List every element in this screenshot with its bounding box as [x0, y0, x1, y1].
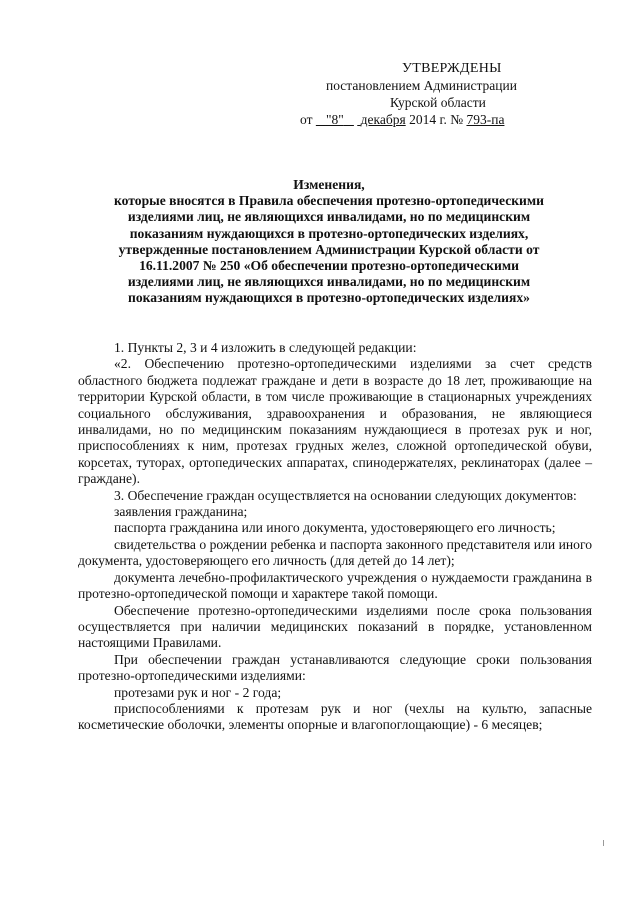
approval-month: декабря — [360, 112, 406, 127]
title-line: Изменения, — [293, 177, 365, 192]
paragraph: свидетельства о рождении ребенка и паспорта законного представителя или иного документа, удостоверяющего его личность (для детей до 14 лет); — [78, 536, 592, 569]
paragraph: паспорта гражданина или иного документа, удостоверяющего его личность; — [114, 520, 556, 536]
approval-line-2: постановлением Администрации — [326, 78, 517, 93]
title-line: которые вносятся в Правила обеспечения протезно-ортопедическими — [114, 193, 544, 209]
paragraph: 3. Обеспечение граждан осуществляется на основании следующих документов: — [114, 487, 577, 503]
title-line: изделиями лиц, не являющихся инвалидами, но по медицинским — [127, 209, 531, 225]
approval-date-line — [300, 111, 600, 128]
approval-ot: от — [300, 112, 313, 127]
title-line: 16.11.2007 № 250 «Об обеспечении протезно-ортопедическими — [139, 258, 519, 274]
document-title — [70, 177, 588, 307]
paragraph: При обеспечении граждан устанавливаются следующие сроки пользования протезно-ортопедическими изделиями: — [78, 651, 592, 684]
paragraph: Обеспечение протезно-ортопедическими изделиями после срока пользования осуществляется при наличии медицинских показаний в порядке, установленном настоящими Правилами. — [78, 602, 592, 651]
scan-artifact — [603, 840, 604, 846]
paragraph: заявления гражданина; — [114, 504, 248, 520]
document-body — [78, 340, 592, 734]
approval-year: 2014 г. № — [409, 112, 464, 127]
paragraph: приспособлениями к протезам рук и ног (чехлы на культю, запасные косметические оболочки, элементы опорные и влагопоглощающие) - 6 месяцев; — [78, 700, 592, 733]
approval-line-3: Курской области — [390, 95, 486, 110]
paragraph: документа лечебно-профилактического учреждения о нуждаемости гражданина в протезно-ортопедической помощи и характере такой помощи. — [78, 569, 592, 602]
paragraph: 1. Пункты 2, 3 и 4 изложить в следующей редакции: — [114, 340, 417, 355]
paragraph: протезами рук и ног - 2 года; — [114, 684, 282, 700]
approval-day: "8" — [325, 112, 344, 127]
approval-number: 793-па — [466, 112, 505, 127]
paragraph: «2. Обеспечению протезно-ортопедическими изделиями за счет средств областного бюджета подлежат граждане и дети в возрасте до 18 лет, проживающие на территории Курской области, в том числе проживающие в стационарных учреждениях социального обслуживания, здравоохранения и образования, не являющиеся инвалидами, но по медицинским показаниям нуждающиеся в протезах рук и ног, приспособлениях к ним, протезах грудных желез, сложной ортопедической обуви, корсетах, туторах, ортопедических аппаратах, спинодержателях, реклинаторах (далее – граждане). — [78, 356, 592, 487]
approval-heading: УТВЕРЖДЕНЫ — [402, 61, 502, 76]
title-line: показаниям нуждающихся в протезно-ортопедических изделиях» — [128, 290, 530, 306]
title-line: изделиями лиц, не являющихся инвалидами, но по медицинским — [127, 274, 531, 290]
title-line: утвержденные постановлением Администрации Курской области от — [118, 241, 540, 257]
title-line: показаниям нуждающихся в протезно-ортопедических изделиях, — [129, 225, 529, 241]
approval-stamp — [300, 60, 600, 128]
